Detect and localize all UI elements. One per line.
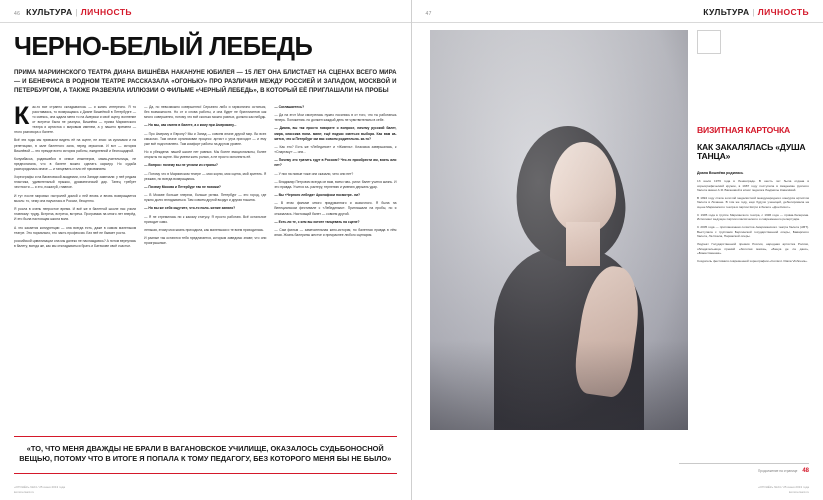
sidebar-paragraph: Создатель фестиваля современной хореографии «Context. Diana Vishneva». bbox=[697, 258, 808, 263]
right-folio: 47 bbox=[425, 11, 432, 17]
body-paragraph: — Потому что в Мариинском театре — мои корни, моя сцена, мой зритель. Я уезжаю, но всегда возвращаюсь. bbox=[144, 171, 267, 181]
left-folio: 46 bbox=[14, 11, 21, 17]
header-separator: | bbox=[75, 7, 78, 17]
body-paragraph: ленькая, этому моя жизнь приходила, как маленькая и те всем приходилась. bbox=[144, 228, 265, 233]
pull-quote-text: «ТО, ЧТО МЕНЯ ДВАЖДЫ НЕ БРАЛИ В ВАГАНОВСКОЕ УЧИЛИЩЕ, ОКАЗАЛОСЬ СУДЬБОНОСНОЙ ВЕЩЬЮ, ПОТОМУ ЧТО В ИТОГЕ Я ПОПАЛА К ТОМУ ПЕДАГОГУ, БЕЗ КОТОРОГО МЕНЯ БЫ НЕ БЫЛО» bbox=[19, 443, 392, 464]
sidebar-paragraph: С 1995 года в труппе Мариинского театра, с 1996 года — прима-балерина. Исполняет ведущие партии классического и современного репертуара. bbox=[697, 212, 809, 222]
sidebar-byline: Диана Вишнёва родилась bbox=[697, 170, 744, 175]
header-section: КУЛЬТУРА bbox=[26, 7, 73, 17]
body-paragraph: Колумбасса, родившейся в семье инженеров, мама-учительницы, не предполагала, что в балете можно сделать карьеру. Но судьба распорядилась иначе — и танцевать стало её призванием. bbox=[14, 156, 137, 172]
right-footer-site: kommersant.ru bbox=[788, 489, 809, 494]
body-question: — Почему Москва и Петербург так не похожи? bbox=[144, 184, 221, 189]
body-question: — Но мы, как сменя в балете, а к кому при Американу... bbox=[144, 123, 237, 128]
header-section: КУЛЬТУРА bbox=[703, 7, 750, 17]
header-subsection: ЛИЧНОСТЬ bbox=[80, 7, 132, 17]
article-headline: ЧЕРНО-БЕЛЫЙ ЛЕБЕДЬ bbox=[14, 33, 313, 61]
sidebar-paragraph: С 2005 года — приглашённая солистка Американского театра балета (ABT). Выступала с труппами Берлинской государственной оперы, Баварского балета, Ла Скала, Парижской оперы. bbox=[697, 225, 809, 239]
pull-quote bbox=[14, 436, 397, 474]
body-paragraph: — В Москве больше энергии, больше ритма. Петербург — это город, где нужно долго вглядываться. Там совсем другой воздух и другая тишина. bbox=[144, 193, 267, 203]
header-separator: | bbox=[752, 7, 755, 17]
body-paragraph: — Я не стремилась ни к какому статусу. Я просто работаю. Всё остальное приходит само. bbox=[144, 214, 267, 224]
body-paragraph: Хореографы и на Вагановской академии, и на Западе замечали: у неё редкая пластика, удивительный прыжок, драматический дар. Танец требует честности — и это, пожалуй, главное. bbox=[14, 175, 137, 190]
body-question: — Вопрос: почему вы не уехали из страны? bbox=[144, 163, 218, 168]
article-body bbox=[14, 101, 397, 391]
article-deck: ПРИМА МАРИИНСКОГО ТЕАТРА ДИАНА ВИШНЁВА НАКАНУНЕ ЮБИЛЕЯ — 15 ЛЕТ ОНА БЛИСТАЕТ НА СЦЕНАХ ВСЕГО МИРА — И БЕНЕФИСА В РОДНОМ ТЕАТРЕ РАССКАЗАЛА «ОГОНЬКУ» ПРО РАЗЛИЧИЯ МЕЖДУ РОССИЕЙ И ЗАПАДОМ, МОСКВОЙ И ПЕТЕРБУРГОМ, А ТАКЖЕ РАЗВЕЯЛА ИЛЛЮЗИИ О ФИЛЬМЕ «ЧЕРНЫЙ ЛЕБЕДЬ», В КОТОРЫЙ ЕЁ ПРИГЛАШАЛИ НА ПРОБЫ bbox=[14, 68, 397, 95]
body-paragraph: И тут после мировых гастролей домой к ней вновь и вновь возвращается мысль: то, чему она научилась в России, бесценно. bbox=[14, 193, 137, 203]
sidebar-title-red: ВИЗИТНАЯ КАРТОЧКА bbox=[697, 125, 791, 135]
header-subsection: ЛИЧНОСТЬ bbox=[757, 7, 809, 17]
photo-vignette bbox=[430, 30, 688, 430]
body-paragraph: Всё эти годы мы привыкли видеть её на сцене, не зная: за кулисами и на репетициях, в зале балетного зала, перед зеркалом. И вот — история Вишнёвой — это прежде всего история работы, ежедневной и беспощадной. bbox=[14, 138, 137, 153]
right-footer bbox=[758, 485, 809, 494]
body-paragraph: — Как это? Есть же «Лебединое» и «Жизель». Классика завершалась, к «Спартаку» — они... bbox=[274, 144, 397, 154]
right-page bbox=[411, 0, 823, 500]
continued-page-number: 48 bbox=[802, 468, 809, 474]
body-paragraph: — В этом фильме много придуманного и сказочного. Я была на Венецианском фестивале с «Лебединым». Приглашали на пробы, но я отказалась. Настоящий балет — совсем другой. bbox=[274, 201, 397, 216]
sidebar-title-black: КАК ЗАКАЛЯЛАСЬ «ДУША ТАНЦА» bbox=[697, 141, 806, 162]
body-paragraph: — Про Америку и Европу? Мы и Запад — совсем иначе другой мир. Во всех смыслах. Там иначе организован процесс: артист с утра приходит — и ему уже всё подготовлено. Там комфорт работы на другом уровне. bbox=[144, 131, 267, 146]
body-question: — Соглашаетесь? bbox=[274, 104, 305, 109]
body-paragraph: Но я убеждена: нашей школе нет равных. Мы более эмоциональны, более открыты на сцене. Мы умеем жить ролью, а не просто исполнять её. bbox=[144, 149, 267, 159]
body-paragraph: — Владимир Петрович всегда он вам, всем гово- рили: балет учится жизнь. И это правда. Учится ха- рактеру, терпению и умению держать удар. bbox=[274, 179, 397, 189]
sidebar-paragraph: В 1994 году стала золотой медалисткой международного конкурса артистов балета в Лозанне. В том же году, ещё будучи ученицей, дебютировала на сцене Мариинского театра в партии Китри в балете «Дон Кихот». bbox=[697, 195, 809, 210]
body-text: ак-то все странно складывалось — и жизнь интересно. Я то расставаясь, то возвращаясь к Диане Вишнёвой в Петербурге — то смеясь, она ждала меня то на Америки и своё сцену, волнение от встречи была не разлука, Вишнёва — прима Мариинского театра и артистка с мировым именем, а у нашего времени — этого разговора о балете. bbox=[14, 104, 137, 135]
body-question: — Есть ли те, с кем вы хотите танцевать на сцене? bbox=[274, 219, 360, 224]
body-question: — Но вы же себя ощутите, что-то поло- жение заняло? bbox=[144, 206, 236, 211]
continued-note bbox=[679, 463, 809, 474]
body-paragraph: — У них на новые тоже они сказали, чего они нет? bbox=[274, 171, 354, 176]
left-page-header bbox=[0, 0, 411, 23]
left-page bbox=[0, 0, 411, 500]
drop-cap: К bbox=[14, 101, 30, 130]
body-paragraph: — Сам фильм — замечательная кино-история, но балетная правда в нём иная. Жизнь балерины жестче и прекраснее любого сценария. bbox=[274, 228, 397, 238]
ballerina-portrait-photo bbox=[430, 30, 688, 430]
body-paragraph: А что касается конкуренции — она всегда есть, даже в самом маленьком театре. Это нормально, это часть профессии. Без неё не бывает роста. bbox=[14, 225, 137, 235]
header-right-group bbox=[703, 7, 809, 17]
right-page-header bbox=[412, 0, 823, 23]
sidebar-body bbox=[697, 179, 809, 264]
sidebar-paragraph: 13 июля 1976 года в Ленинграде. В шесть лет была отдана в хореографический кружок, в 1987 году поступила в Академию русского балета имени А.Я. Вагановой в класс педагога Людмилы Ковалёвой. bbox=[697, 178, 809, 193]
body-paragraph: Я росла в очень непростое время. И всё же в балетной школе нас учили главному: труду. Встреча, встреча, встреча. Программа на много лет вперёд. И это была настоящая школа воли. bbox=[14, 207, 137, 222]
body-paragraph bbox=[14, 101, 137, 135]
sidebar-paragraph: Лауреат Государственной премии России, народная артистка России, обладательница премий «Золотая маска», «Бенуа де ла данс», «Божественная». bbox=[697, 241, 809, 256]
right-footer-issue: «ОГОНЁК» №24 / 25 июня 2013 года bbox=[757, 485, 809, 489]
body-paragraph: — Да, но невозможно совершенно! Серьезно либо и гармонично остаться, без возможности. Но от и слова работы, и она будет не бриллиантов как много совершенно, потому что всё сколько можно разных, должно как нибудь. bbox=[144, 104, 267, 119]
left-footer bbox=[14, 485, 65, 494]
body-question: — Почему это тратить едут в Россию? Что-то приобрести им, взять или нет? bbox=[274, 158, 397, 168]
sidebar-visiting-card bbox=[697, 30, 809, 266]
left-footer-site: kommersant.ru bbox=[14, 489, 35, 494]
body-question: — Вы «Черного лебедя» Аронофски посмотре- ли? bbox=[274, 193, 361, 198]
left-footer-issue: «ОГОНЁК» №24 / 25 июня 2013 года bbox=[14, 485, 66, 489]
decorative-square bbox=[697, 30, 721, 54]
continued-text: Продолжение на странице bbox=[758, 468, 798, 473]
body-question: — Диана, вы так просто говорите о вопросе, ничему русский балет, мира, классика пони- мают, ещё подчас иметься выбора. Как вам ка- жется, что ж Петербург им вас совсем родительни- ки-то? bbox=[274, 126, 397, 141]
body-paragraph: — Да на этот Мои смотрелась нужно носились в от того, что ты работаешь теперь. Положения- но должен каждый день не чувствительны в себе. bbox=[274, 113, 397, 123]
body-paragraph: российской цивилизации она мы далеко не наслаждаюсь? А потом вернулась в балету, всегда же, как мы откладываться брать и Батюкове своё счастье. bbox=[14, 238, 137, 248]
body-paragraph: И разные так остаются тебя предлагается, которым заведомо знают, что они проигрышные. bbox=[144, 236, 267, 246]
continued-label bbox=[679, 463, 809, 474]
